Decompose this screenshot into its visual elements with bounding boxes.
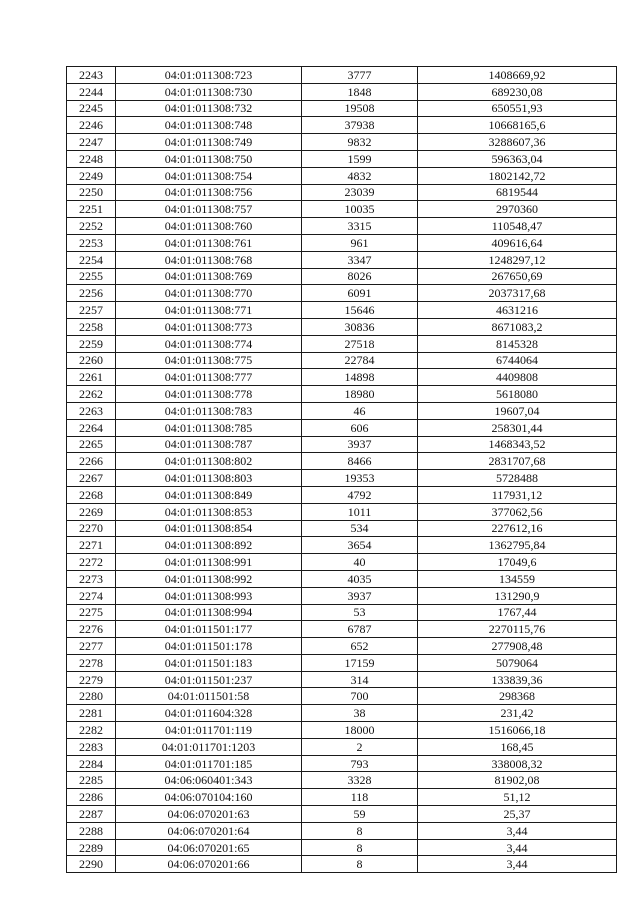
area-cell: 53: [302, 604, 418, 621]
row-number-cell: 2288: [67, 822, 116, 839]
area-cell: 1011: [302, 503, 418, 520]
cadastral-number-cell: 04:01:011604:328: [116, 705, 302, 722]
table-row: [67, 134, 617, 151]
cadastral-number-cell: 04:01:011308:723: [116, 67, 302, 84]
row-number-cell: 2243: [67, 67, 116, 84]
row-number-cell: 2251: [67, 201, 116, 218]
row-number-cell: 2274: [67, 587, 116, 604]
value-cell: 5618080: [418, 386, 617, 403]
value-cell: 134559: [418, 570, 617, 587]
cadastral-number-cell: 04:01:011308:991: [116, 554, 302, 571]
table-row: [67, 369, 617, 386]
value-cell: 3,44: [418, 856, 617, 873]
cadastral-number-cell: 04:01:011308:730: [116, 83, 302, 100]
area-cell: 118: [302, 789, 418, 806]
area-cell: 15646: [302, 302, 418, 319]
table-row: [67, 268, 617, 285]
area-cell: 10035: [302, 201, 418, 218]
value-cell: 1468343,52: [418, 436, 617, 453]
value-cell: 1767,44: [418, 604, 617, 621]
cadastral-number-cell: 04:01:011308:771: [116, 302, 302, 319]
area-cell: 606: [302, 419, 418, 436]
cadastral-number-cell: 04:01:011308:783: [116, 402, 302, 419]
table-row: [67, 671, 617, 688]
row-number-cell: 2255: [67, 268, 116, 285]
cadastral-number-cell: 04:01:011308:750: [116, 150, 302, 167]
cadastral-number-cell: 04:01:011308:853: [116, 503, 302, 520]
cadastral-number-cell: 04:01:011308:760: [116, 218, 302, 235]
table-row: [67, 302, 617, 319]
cadastral-number-cell: 04:06:070201:66: [116, 856, 302, 873]
row-number-cell: 2257: [67, 302, 116, 319]
value-cell: 19607,04: [418, 402, 617, 419]
value-cell: 4631216: [418, 302, 617, 319]
row-number-cell: 2283: [67, 738, 116, 755]
table-row: [67, 822, 617, 839]
area-cell: 46: [302, 402, 418, 419]
row-number-cell: 2256: [67, 285, 116, 302]
value-cell: 338008,32: [418, 755, 617, 772]
row-number-cell: 2262: [67, 386, 116, 403]
area-cell: 3654: [302, 537, 418, 554]
value-cell: 5079064: [418, 654, 617, 671]
area-cell: 3315: [302, 218, 418, 235]
value-cell: 1248297,12: [418, 251, 617, 268]
table-row: [67, 755, 617, 772]
row-number-cell: 2264: [67, 419, 116, 436]
row-number-cell: 2268: [67, 486, 116, 503]
table-row: [67, 654, 617, 671]
table-row: [67, 251, 617, 268]
area-cell: 38: [302, 705, 418, 722]
table-row: [67, 638, 617, 655]
cadastral-number-cell: 04:01:011308:849: [116, 486, 302, 503]
value-cell: 267650,69: [418, 268, 617, 285]
row-number-cell: 2258: [67, 318, 116, 335]
row-number-cell: 2244: [67, 83, 116, 100]
table-row: [67, 184, 617, 201]
area-cell: 6787: [302, 621, 418, 638]
value-cell: 3,44: [418, 839, 617, 856]
cadastral-number-cell: 04:01:011308:854: [116, 520, 302, 537]
area-cell: 19508: [302, 100, 418, 117]
area-cell: 652: [302, 638, 418, 655]
value-cell: 8145328: [418, 335, 617, 352]
cadastral-number-cell: 04:01:011308:775: [116, 352, 302, 369]
cadastral-number-cell: 04:01:011308:748: [116, 117, 302, 134]
parcel-table: [66, 66, 617, 873]
cadastral-number-cell: 04:01:011701:185: [116, 755, 302, 772]
area-cell: 9832: [302, 134, 418, 151]
cadastral-number-cell: 04:01:011308:749: [116, 134, 302, 151]
area-cell: 8: [302, 839, 418, 856]
area-cell: 793: [302, 755, 418, 772]
cadastral-number-cell: 04:06:070201:63: [116, 806, 302, 823]
table-row: [67, 554, 617, 571]
area-cell: 4792: [302, 486, 418, 503]
row-number-cell: 2267: [67, 470, 116, 487]
value-cell: 1802142,72: [418, 167, 617, 184]
value-cell: 409616,64: [418, 234, 617, 251]
table-row: [67, 486, 617, 503]
row-number-cell: 2284: [67, 755, 116, 772]
cadastral-number-cell: 04:01:011308:774: [116, 335, 302, 352]
area-cell: 4832: [302, 167, 418, 184]
row-number-cell: 2280: [67, 688, 116, 705]
area-cell: 3328: [302, 772, 418, 789]
value-cell: 277908,48: [418, 638, 617, 655]
row-number-cell: 2245: [67, 100, 116, 117]
row-number-cell: 2265: [67, 436, 116, 453]
row-number-cell: 2275: [67, 604, 116, 621]
table-row: [67, 150, 617, 167]
row-number-cell: 2249: [67, 167, 116, 184]
cadastral-number-cell: 04:01:011308:803: [116, 470, 302, 487]
cadastral-number-cell: 04:01:011501:237: [116, 671, 302, 688]
table-row: [67, 436, 617, 453]
cadastral-number-cell: 04:01:011308:769: [116, 268, 302, 285]
area-cell: 1848: [302, 83, 418, 100]
table-row: [67, 604, 617, 621]
value-cell: 51,12: [418, 789, 617, 806]
area-cell: 37938: [302, 117, 418, 134]
row-number-cell: 2252: [67, 218, 116, 235]
value-cell: 689230,08: [418, 83, 617, 100]
table-row: [67, 537, 617, 554]
area-cell: 14898: [302, 369, 418, 386]
area-cell: 27518: [302, 335, 418, 352]
row-number-cell: 2282: [67, 722, 116, 739]
cadastral-number-cell: 04:01:011308:787: [116, 436, 302, 453]
cadastral-number-cell: 04:01:011308:802: [116, 453, 302, 470]
value-cell: 298368: [418, 688, 617, 705]
table-row: [67, 167, 617, 184]
value-cell: 3,44: [418, 822, 617, 839]
row-number-cell: 2286: [67, 789, 116, 806]
value-cell: 1516066,18: [418, 722, 617, 739]
area-cell: 23039: [302, 184, 418, 201]
value-cell: 2831707,68: [418, 453, 617, 470]
area-cell: 700: [302, 688, 418, 705]
area-cell: 30836: [302, 318, 418, 335]
row-number-cell: 2287: [67, 806, 116, 823]
value-cell: 3288607,36: [418, 134, 617, 151]
cadastral-number-cell: 04:01:011701:1203: [116, 738, 302, 755]
area-cell: 961: [302, 234, 418, 251]
row-number-cell: 2248: [67, 150, 116, 167]
cadastral-number-cell: 04:01:011308:993: [116, 587, 302, 604]
value-cell: 10668165,6: [418, 117, 617, 134]
area-cell: 18000: [302, 722, 418, 739]
area-cell: 8: [302, 822, 418, 839]
row-number-cell: 2250: [67, 184, 116, 201]
area-cell: 314: [302, 671, 418, 688]
cadastral-number-cell: 04:01:011501:183: [116, 654, 302, 671]
table-row: [67, 285, 617, 302]
value-cell: 377062,56: [418, 503, 617, 520]
cadastral-number-cell: 04:01:011501:177: [116, 621, 302, 638]
area-cell: 40: [302, 554, 418, 571]
cadastral-number-cell: 04:01:011308:773: [116, 318, 302, 335]
row-number-cell: 2260: [67, 352, 116, 369]
row-number-cell: 2279: [67, 671, 116, 688]
table-row: [67, 218, 617, 235]
row-number-cell: 2261: [67, 369, 116, 386]
table-row: [67, 570, 617, 587]
table-row: [67, 201, 617, 218]
table-row: [67, 419, 617, 436]
cadastral-number-cell: 04:01:011308:994: [116, 604, 302, 621]
area-cell: 2: [302, 738, 418, 755]
value-cell: 6744064: [418, 352, 617, 369]
value-cell: 1362795,84: [418, 537, 617, 554]
area-cell: 3777: [302, 67, 418, 84]
value-cell: 8671083,2: [418, 318, 617, 335]
cadastral-number-cell: 04:06:070201:64: [116, 822, 302, 839]
cadastral-number-cell: 04:01:011308:768: [116, 251, 302, 268]
table-row: [67, 839, 617, 856]
row-number-cell: 2259: [67, 335, 116, 352]
area-cell: 4035: [302, 570, 418, 587]
row-number-cell: 2269: [67, 503, 116, 520]
row-number-cell: 2290: [67, 856, 116, 873]
cadastral-number-cell: 04:01:011308:785: [116, 419, 302, 436]
row-number-cell: 2272: [67, 554, 116, 571]
table-row: [67, 621, 617, 638]
value-cell: 5728488: [418, 470, 617, 487]
area-cell: 8: [302, 856, 418, 873]
table-row: [67, 856, 617, 873]
row-number-cell: 2278: [67, 654, 116, 671]
table-row: [67, 117, 617, 134]
row-number-cell: 2253: [67, 234, 116, 251]
table-row: [67, 520, 617, 537]
cadastral-number-cell: 04:01:011308:732: [116, 100, 302, 117]
area-cell: 8026: [302, 268, 418, 285]
value-cell: 131290,9: [418, 587, 617, 604]
table-row: [67, 352, 617, 369]
table-row: [67, 453, 617, 470]
value-cell: 17049,6: [418, 554, 617, 571]
area-cell: 17159: [302, 654, 418, 671]
cadastral-number-cell: 04:06:070201:65: [116, 839, 302, 856]
cadastral-number-cell: 04:01:011501:178: [116, 638, 302, 655]
row-number-cell: 2263: [67, 402, 116, 419]
table-row: [67, 470, 617, 487]
table-row: [67, 503, 617, 520]
cadastral-number-cell: 04:01:011308:778: [116, 386, 302, 403]
row-number-cell: 2273: [67, 570, 116, 587]
table-row: [67, 789, 617, 806]
cadastral-number-cell: 04:01:011501:58: [116, 688, 302, 705]
cadastral-number-cell: 04:01:011308:754: [116, 167, 302, 184]
value-cell: 227612,16: [418, 520, 617, 537]
cadastral-number-cell: 04:01:011308:756: [116, 184, 302, 201]
cadastral-number-cell: 04:01:011308:777: [116, 369, 302, 386]
value-cell: 168,45: [418, 738, 617, 755]
row-number-cell: 2285: [67, 772, 116, 789]
row-number-cell: 2289: [67, 839, 116, 856]
cadastral-number-cell: 04:01:011308:770: [116, 285, 302, 302]
area-cell: 19353: [302, 470, 418, 487]
table-row: [67, 318, 617, 335]
area-cell: 1599: [302, 150, 418, 167]
value-cell: 1408669,92: [418, 67, 617, 84]
value-cell: 258301,44: [418, 419, 617, 436]
row-number-cell: 2254: [67, 251, 116, 268]
table-row: [67, 234, 617, 251]
value-cell: 231,42: [418, 705, 617, 722]
area-cell: 3937: [302, 587, 418, 604]
value-cell: 110548,47: [418, 218, 617, 235]
table-row: [67, 83, 617, 100]
table-row: [67, 772, 617, 789]
value-cell: 6819544: [418, 184, 617, 201]
cadastral-number-cell: 04:01:011308:992: [116, 570, 302, 587]
value-cell: 596363,04: [418, 150, 617, 167]
table-row: [67, 100, 617, 117]
value-cell: 133839,36: [418, 671, 617, 688]
row-number-cell: 2271: [67, 537, 116, 554]
table-body: [67, 67, 617, 873]
area-cell: 3937: [302, 436, 418, 453]
row-number-cell: 2276: [67, 621, 116, 638]
row-number-cell: 2247: [67, 134, 116, 151]
cadastral-number-cell: 04:06:070104:160: [116, 789, 302, 806]
table-row: [67, 722, 617, 739]
table-row: [67, 386, 617, 403]
cadastral-number-cell: 04:01:011308:892: [116, 537, 302, 554]
cadastral-number-cell: 04:01:011701:119: [116, 722, 302, 739]
value-cell: 117931,12: [418, 486, 617, 503]
area-cell: 534: [302, 520, 418, 537]
area-cell: 18980: [302, 386, 418, 403]
area-cell: 3347: [302, 251, 418, 268]
row-number-cell: 2266: [67, 453, 116, 470]
area-cell: 22784: [302, 352, 418, 369]
area-cell: 8466: [302, 453, 418, 470]
value-cell: 2270115,76: [418, 621, 617, 638]
area-cell: 6091: [302, 285, 418, 302]
table-row: [67, 402, 617, 419]
table-row: [67, 688, 617, 705]
table-row: [67, 67, 617, 84]
cadastral-number-cell: 04:01:011308:757: [116, 201, 302, 218]
area-cell: 59: [302, 806, 418, 823]
value-cell: 650551,93: [418, 100, 617, 117]
value-cell: 4409808: [418, 369, 617, 386]
table-row: [67, 335, 617, 352]
table-row: [67, 738, 617, 755]
value-cell: 25,37: [418, 806, 617, 823]
table-row: [67, 587, 617, 604]
table-row: [67, 806, 617, 823]
row-number-cell: 2281: [67, 705, 116, 722]
value-cell: 81902,08: [418, 772, 617, 789]
row-number-cell: 2277: [67, 638, 116, 655]
value-cell: 2970360: [418, 201, 617, 218]
cadastral-number-cell: 04:06:060401:343: [116, 772, 302, 789]
table-row: [67, 705, 617, 722]
row-number-cell: 2270: [67, 520, 116, 537]
value-cell: 2037317,68: [418, 285, 617, 302]
cadastral-number-cell: 04:01:011308:761: [116, 234, 302, 251]
row-number-cell: 2246: [67, 117, 116, 134]
